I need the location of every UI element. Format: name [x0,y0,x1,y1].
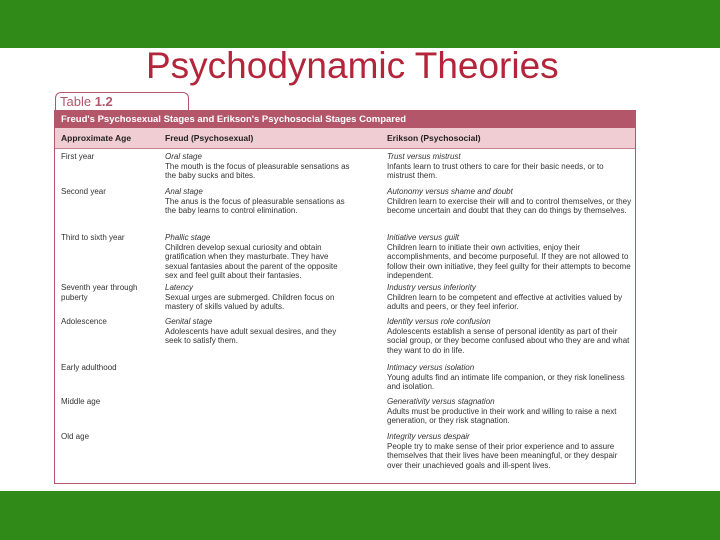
erikson-stage: Autonomy versus shame and doubt [387,187,513,196]
table-label-prefix: Table [60,94,92,109]
erikson-description: Infants learn to trust others to care for their basic needs, or to mistrust them. [387,161,604,181]
erikson-stage: Trust versus mistrust [387,152,461,161]
age-cell: Second year [61,187,106,196]
table-label [60,94,113,109]
erikson-stage: Intimacy versus isolation [387,363,475,372]
slide-title: Psychodynamic Theories [146,45,559,86]
table-header-row [55,128,635,149]
erikson-cell [387,432,633,470]
freud-cell [165,233,350,281]
erikson-cell [387,152,633,181]
erikson-description: Adults must be productive in their work and willing to raise a next generation, or they risk stagnation. [387,406,617,426]
freud-cell [165,187,350,216]
header-erikson: Erikson (Psychosocial) [387,133,481,143]
header-approximate-age: Approximate Age [61,133,132,143]
freud-stage: Oral stage [165,152,202,161]
freud-cell [165,152,350,181]
table-label-number: 1.2 [94,94,113,109]
age-cell: Third to sixth year [61,233,125,242]
freud-description: Sexual urges are submerged. Children focus on mastery of skills valued by adults. [165,292,335,312]
table-figure [54,92,636,483]
age-cell: First year [61,152,95,161]
erikson-description: Adolescents establish a sense of personal identity as part of their social group, or they become confused about who they are and what they want to do in life. [387,326,630,355]
freud-description: The mouth is the focus of pleasurable sensations as the baby sucks and bites. [165,161,350,181]
erikson-description: Children learn to be competent and effective at activities valued by adults and peers, or they feel inferior. [387,292,623,312]
bottom-green-bar [0,491,720,540]
table-label-tab [55,92,189,111]
freud-stage: Anal stage [165,187,203,196]
erikson-description: Children learn to exercise their will and to control themselves, or they become uncertain and doubt that they can do things by themselves. [387,196,632,216]
freud-description: Adolescents have adult sexual desires, and they seek to satisfy them. [165,326,337,346]
freud-description: The anus is the focus of pleasurable sensations as the baby learns to control elimination. [165,196,345,216]
top-green-bar [0,0,720,48]
freud-cell [165,283,350,312]
erikson-description: Young adults find an intimate life companion, or they risk loneliness and isolation. [387,372,625,392]
erikson-description: Children learn to initiate their own activities, enjoy their accomplishments, and become purposeful. If they are not allowed to follow their own initiative, they feel guilty for their attempts to become independent. [387,242,631,281]
erikson-cell [387,187,633,216]
age-cell: Middle age [61,397,101,406]
erikson-description: People try to make sense of their prior experience and to assure themselves that their lives have been meaningful, or they despair over their unachieved goals and ill-spent lives. [387,441,618,470]
age-cell: Early adulthood [61,363,117,372]
table-body [54,110,636,484]
table-caption: Freud's Psychosexual Stages and Erikson's Psychosocial Stages Compared [55,111,635,128]
erikson-stage: Industry versus inferiority [387,283,476,292]
erikson-stage: Identity versus role confusion [387,317,491,326]
age-cell: Adolescence [61,317,107,326]
age-cell: Seventh year through puberty [61,283,138,302]
erikson-cell [387,363,633,392]
age-cell: Old age [61,432,90,441]
erikson-cell [387,397,633,426]
freud-stage: Phallic stage [165,233,211,242]
freud-cell [165,317,350,346]
freud-stage: Genital stage [165,317,213,326]
erikson-stage: Initiative versus guilt [387,233,460,242]
erikson-cell [387,283,633,312]
erikson-cell [387,233,633,281]
freud-stage: Latency [165,283,194,292]
erikson-stage: Integrity versus despair [387,432,470,441]
erikson-cell [387,317,633,355]
erikson-stage: Generativity versus stagnation [387,397,495,406]
freud-description: Children develop sexual curiosity and obtain gratification when they masturbate. They have sexual fantasies about the parent of the opposite sex and feel guilt about their fantasies. [165,242,338,281]
header-freud: Freud (Psychosexual) [165,133,254,143]
